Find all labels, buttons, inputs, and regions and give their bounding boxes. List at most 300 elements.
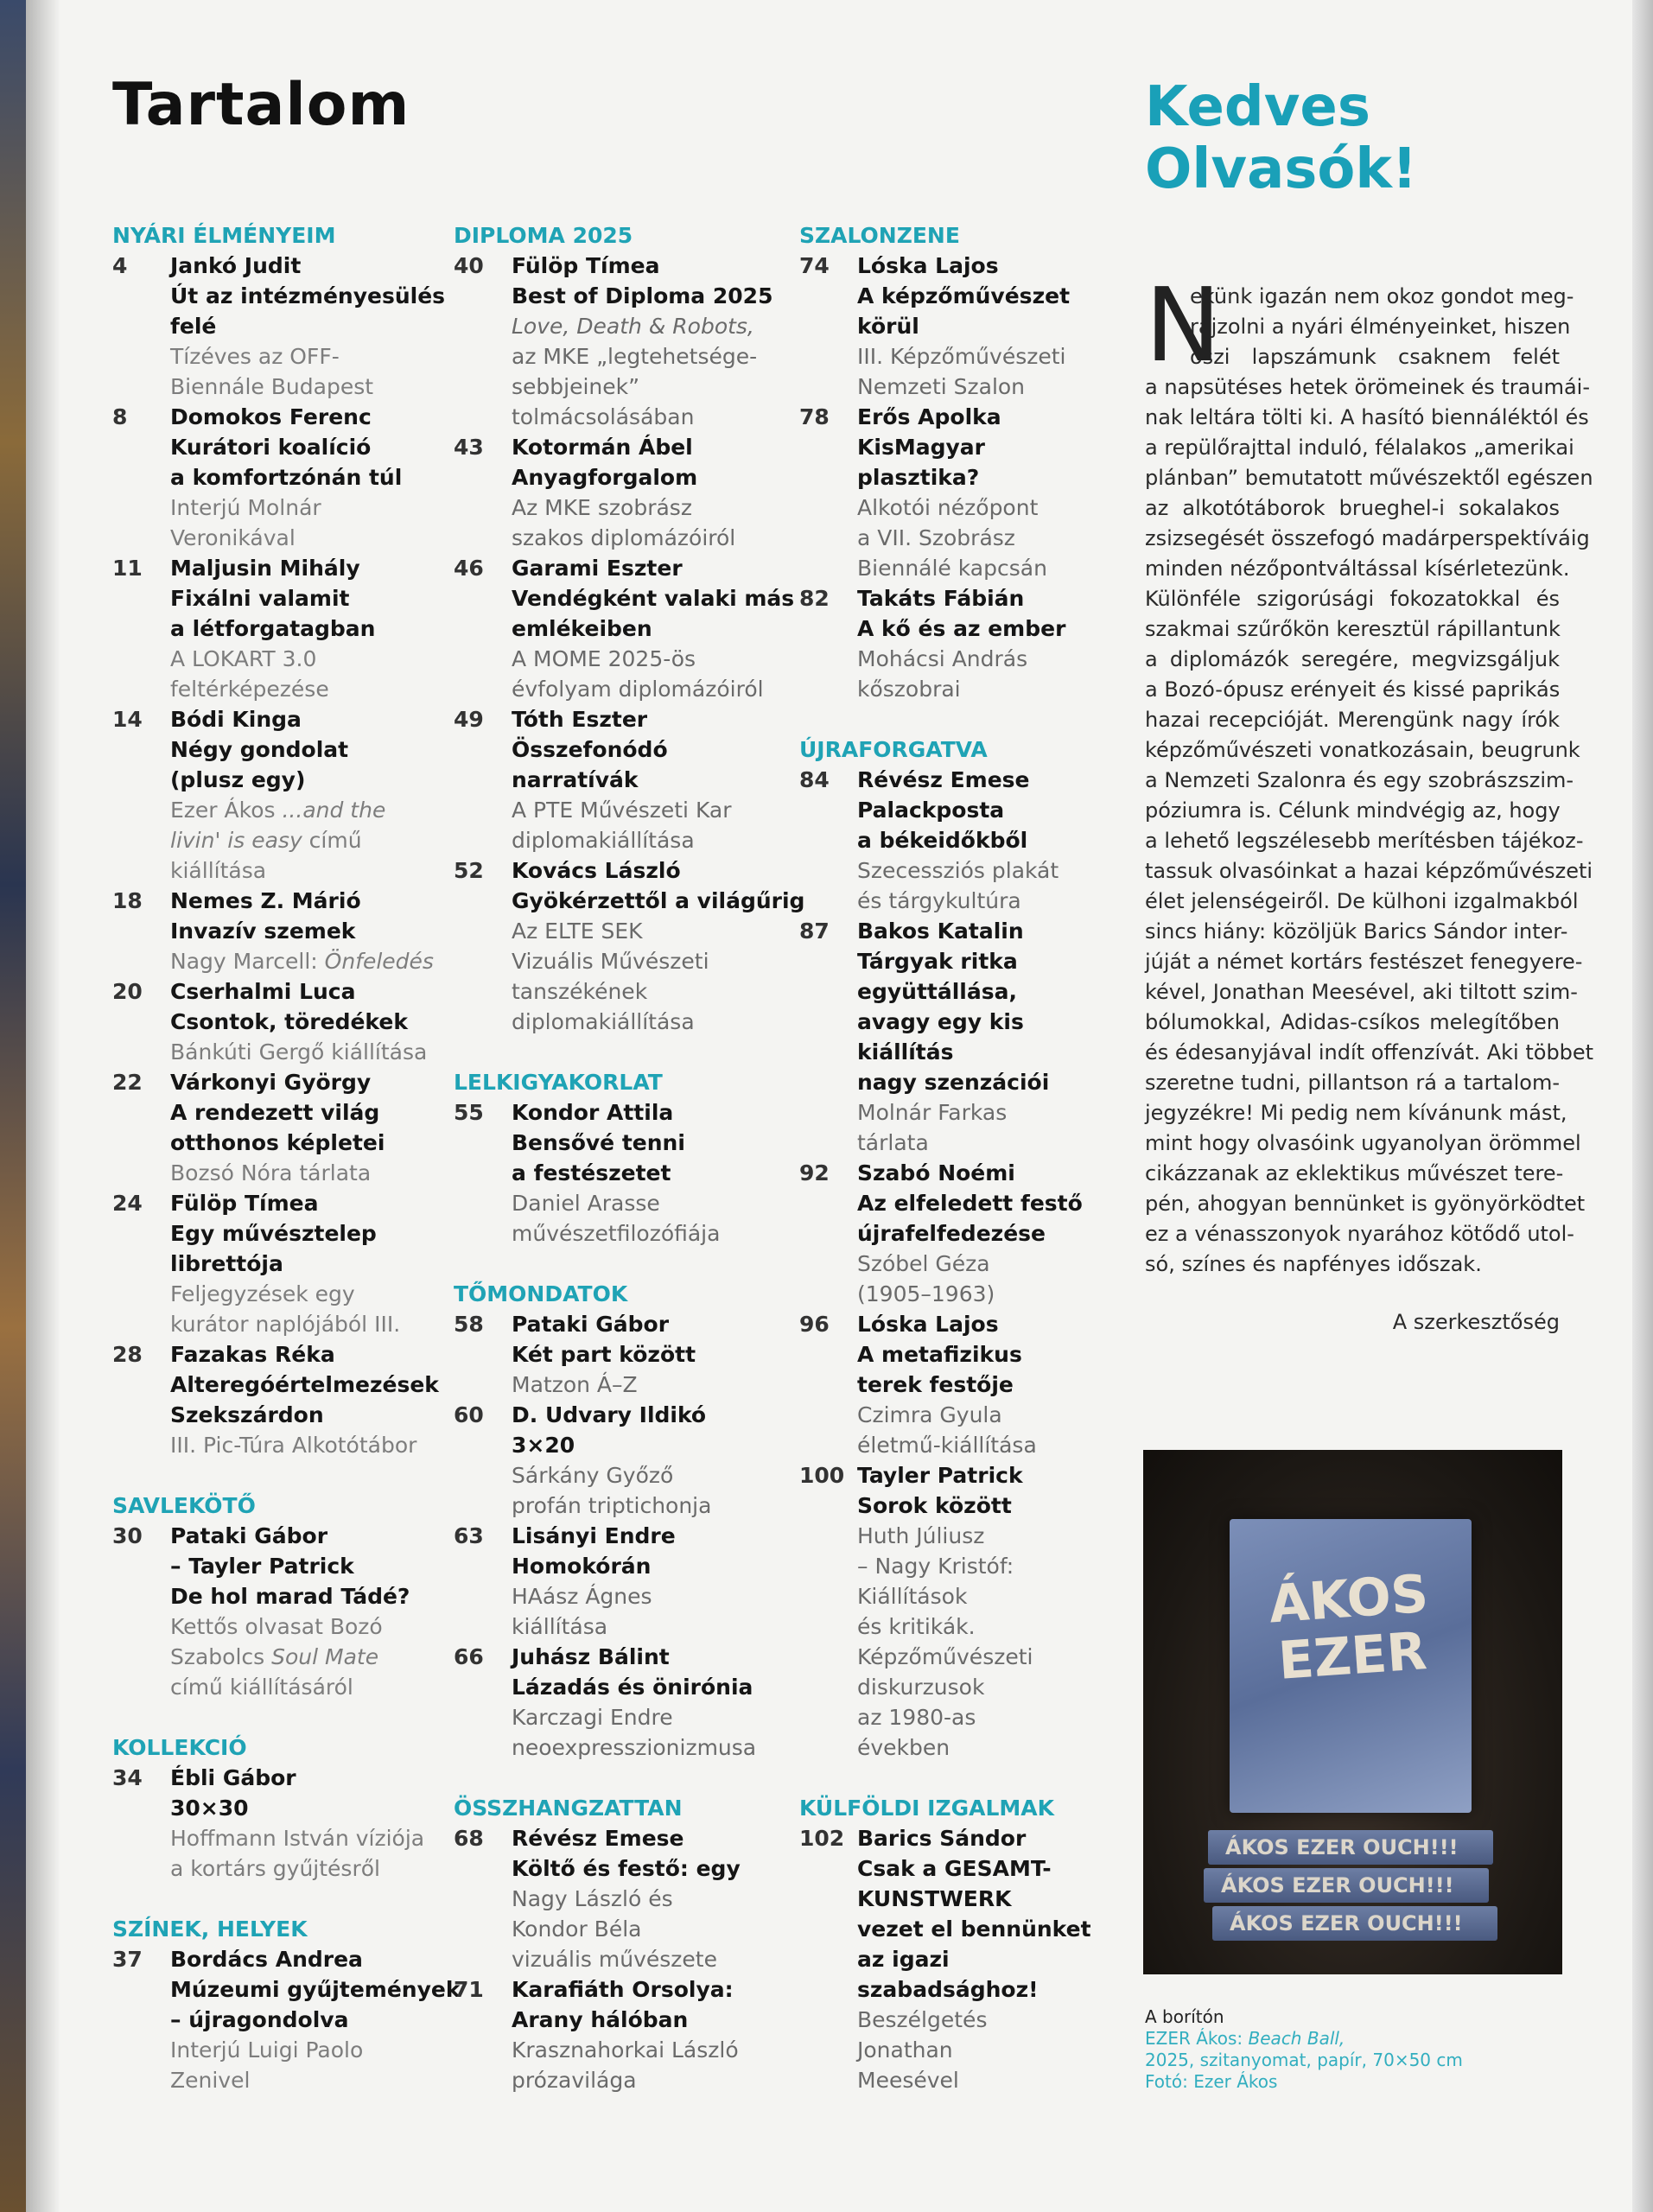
entry-subtitle-line: Szóbel Géza — [857, 1251, 990, 1276]
entry-title-line: Jankó Judit — [170, 253, 302, 278]
entry-subtitle-line: életmű-kiállítása — [857, 1433, 1037, 1458]
entry-title-line: – újragondolva — [170, 2007, 349, 2032]
toc-entry[interactable] — [454, 251, 782, 432]
entry-title-line: Alteregóértelmezések — [170, 1372, 439, 1397]
cover-art-lettering: ÁKOS EZER — [1267, 1563, 1431, 1692]
entry-title-line: D. Udvary Ildikó — [512, 1402, 707, 1427]
entry-title-line: szabadsághoz! — [857, 1977, 1039, 2002]
entry-title-line: Bakos Katalin — [857, 918, 1024, 944]
entry-subtitle-line: Kettős olvasat Bozó — [170, 1614, 383, 1639]
entry-subtitle-line: Interjú Luigi Paolo — [170, 2037, 364, 2063]
toc-entry[interactable] — [112, 1763, 458, 1884]
entry-title-line: Szabó Noémi — [857, 1160, 1015, 1185]
entry-title-line: narratívák — [512, 767, 639, 792]
entry-title-line: Csak a GESAMT- — [857, 1856, 1052, 1881]
editorial-line: tassuk olvasóinkat a hazai képzőművészeti — [1145, 859, 1593, 883]
entry-title-line: Ébli Gábor — [170, 1765, 296, 1790]
toc-entry[interactable] — [112, 251, 458, 402]
entry-subtitle-line: sebbjeinek” — [512, 374, 640, 399]
entry-title-line: Erős Apolka — [857, 404, 1001, 429]
entry-title-line: kiállítás — [857, 1039, 954, 1065]
entry-title-line: Kotormán Ábel — [512, 435, 693, 460]
page-number: 20 — [112, 979, 143, 1004]
entry-title-line: Kovács László — [512, 858, 681, 883]
entry-subtitle-line: Biennále Budapest — [170, 374, 374, 399]
page-number: 87 — [799, 918, 830, 944]
entry-title-line: Maljusin Mihály — [170, 556, 360, 581]
caption-artwork — [1145, 2028, 1463, 2050]
entry-title-line: Pataki Gábor — [170, 1523, 328, 1548]
entry-title-line: Vendégként valaki más — [512, 586, 795, 611]
entry-subtitle-line: Hoffmann István víziója — [170, 1826, 425, 1851]
editorial-line: őszi lapszámunk csaknem felét — [1190, 345, 1560, 369]
entry-subtitle-line: a VII. Szobrász — [857, 525, 1015, 550]
entry-subtitle-line: diplomakiállítása — [512, 1009, 695, 1034]
entry-subtitle-line: az MKE „legtehetsége- — [512, 344, 758, 369]
entry-subtitle-line: tárlata — [857, 1130, 929, 1155]
entry-title-line: Bordács Andrea — [170, 1947, 363, 1972]
editorial-line: plánban” bemutatott művészektől egészen — [1145, 466, 1593, 490]
entry-subtitle-line: Szecessziós plakát — [857, 858, 1059, 883]
entry-subtitle-line: Czimra Gyula — [857, 1402, 1002, 1427]
toc-entry[interactable] — [799, 765, 1110, 916]
page-number: 14 — [112, 707, 143, 732]
toc-entry[interactable] — [799, 1460, 1110, 1763]
entry-title-line: körül — [857, 314, 919, 339]
entry-title-line: Négy gondolat — [170, 737, 349, 762]
entry-subtitle-line: tolmácsolásában — [512, 404, 695, 429]
entry-subtitle-line: Alkotói nézőpont — [857, 495, 1039, 520]
entry-title-line: emlékeiben — [512, 616, 652, 641]
entry-subtitle-line: A MOME 2025-ös — [512, 646, 696, 671]
entry-title-line: Lisányi Endre — [512, 1523, 676, 1548]
entry-subtitle-line: Nemzeti Szalon — [857, 374, 1026, 399]
entry-subtitle-line: kőszobrai — [857, 677, 961, 702]
entry-title-line: Fazakas Réka — [170, 1342, 335, 1367]
editorial-line: a diplomázók seregére, megvizsgáljuk — [1145, 647, 1560, 671]
editorial-line: a repülőrajttal induló, félalakos „amerikai — [1145, 435, 1574, 460]
page-number: 68 — [454, 1826, 484, 1851]
italic-title: ...and the — [282, 798, 386, 823]
italic-title: livin' is easy — [170, 828, 302, 853]
editorial-line: cikázzanak az eklektikus művészet tere- — [1145, 1161, 1564, 1185]
toc-entry[interactable] — [454, 432, 782, 553]
entry-title-line: a festészetet — [512, 1160, 671, 1185]
entry-subtitle-line: a kortárs gyűjtésről — [170, 1856, 380, 1881]
caption-work-title: Beach Ball, — [1248, 2028, 1345, 2049]
entry-subtitle-line: kiállítása — [512, 1614, 608, 1639]
section-heading: LELKIGYAKORLAT — [454, 1070, 663, 1095]
entry-subtitle-line: Molnár Farkas — [857, 1100, 1008, 1125]
page-number: 11 — [112, 556, 143, 581]
entry-title-line: Anyagforgalom — [512, 465, 698, 490]
entry-subtitle-line: Huth Júliusz — [857, 1523, 985, 1548]
editorial-line: képzőművészeti vonatkozásain, beugrunk — [1145, 738, 1580, 762]
toc-entry[interactable] — [112, 1339, 458, 1460]
entry-title-line: 3×20 — [512, 1433, 575, 1458]
editorial-title-line: Olvasók! — [1145, 137, 1418, 201]
entry-subtitle-line: kiállítása — [170, 858, 267, 883]
page-number: 78 — [799, 404, 830, 429]
editorial-line: szeretne tudni, pillantson rá a tartalom- — [1145, 1071, 1560, 1095]
entry-subtitle-line: Beszélgetés — [857, 2007, 988, 2032]
entry-title-line: felé — [170, 314, 217, 339]
entry-title-line: Invazív szemek — [170, 918, 356, 944]
editorial-line: nak leltára tölti ki. A hasító biennáléktól és — [1145, 405, 1589, 429]
entry-title-line: otthonos képletei — [170, 1130, 385, 1155]
entry-title-line: Szekszárdon — [170, 1402, 324, 1427]
entry-subtitle-line: Krasznahorkai László — [512, 2037, 739, 2063]
editorial-line: szakmai szűrőkön keresztül rápillantunk — [1145, 617, 1561, 641]
editorial-line: ekünk igazán nem okoz gondot meg- — [1190, 284, 1574, 308]
entry-title-line: – Tayler Patrick — [170, 1554, 354, 1579]
section-heading: ÚJRAFORGATVA — [799, 737, 988, 762]
editorial-line: só, színes és napfényes időszak. — [1145, 1252, 1482, 1276]
caption-photo-credit: Fotó: Ezer Ákos — [1145, 2071, 1278, 2092]
book-spine: ÁKOS EZER OUCH!!! — [1212, 1906, 1497, 1941]
page-number: 37 — [112, 1947, 143, 1972]
entry-title-line: Barics Sándor — [857, 1826, 1027, 1851]
entry-title-line: Juhász Bálint — [512, 1644, 670, 1669]
entry-subtitle-line: Interjú Molnár — [170, 495, 321, 520]
entry-title-line: Révész Emese — [512, 1826, 684, 1851]
editorial-body — [1145, 265, 1594, 1280]
entry-title-line: Cserhalmi Luca — [170, 979, 356, 1004]
section-heading: SZALONZENE — [799, 223, 960, 248]
toc-entry[interactable] — [454, 1521, 782, 1642]
entry-subtitle-line: és tárgykultúra — [857, 888, 1021, 913]
entry-title-line: De hol marad Tádé? — [170, 1584, 410, 1609]
italic-title: Soul Mate — [271, 1644, 379, 1669]
page-number: 74 — [799, 253, 830, 278]
editorial-line: Különféle szigorúsági fokozatokkal és — [1145, 587, 1560, 611]
toc-column-3 — [799, 220, 1110, 2095]
toc-entry[interactable] — [454, 704, 782, 855]
entry-title-line: Sorok között — [857, 1493, 1012, 1518]
text-segment: Szabolcs — [170, 1644, 272, 1669]
page-number: 22 — [112, 1070, 143, 1095]
entry-subtitle-line: neoexpresszionizmusa — [512, 1735, 757, 1760]
entry-subtitle-line: A PTE Művészeti Kar — [512, 798, 732, 823]
entry-subtitle-line: Kondor Béla — [512, 1916, 642, 1942]
cover-image — [1143, 1450, 1562, 1974]
page-number: 8 — [112, 404, 128, 429]
entry-subtitle-line: prózavilága — [512, 2068, 637, 2093]
entry-title-line: nagy szenzációi — [857, 1070, 1050, 1095]
entry-title-line: a létforgatagban — [170, 616, 376, 641]
toc-entry[interactable] — [454, 1974, 782, 2095]
toc-entry[interactable] — [799, 402, 1110, 583]
toc-entry[interactable] — [454, 855, 805, 1037]
drop-cap: N — [1145, 265, 1222, 385]
toc-entry[interactable] — [454, 1400, 782, 1521]
toc-entry[interactable] — [112, 1067, 458, 1188]
section-heading: SZÍNEK, HELYEK — [112, 1916, 308, 1942]
entry-subtitle-line: – Nagy Kristóf: — [857, 1554, 1014, 1579]
editorial-title — [1145, 76, 1417, 200]
entry-subtitle-line: Mohácsi András — [857, 646, 1028, 671]
page-number: 92 — [799, 1160, 830, 1185]
entry-subtitle-line: Sárkány Győző — [512, 1463, 674, 1488]
page-binding-edge — [0, 0, 26, 2212]
entry-title-line: Nemes Z. Márió — [170, 888, 361, 913]
toc-entry[interactable] — [799, 916, 1110, 1158]
toc-entry[interactable] — [112, 402, 458, 553]
entry-subtitle-line: évfolyam diplomázóiról — [512, 677, 764, 702]
editorial-line: mint hogy olvasóink ugyanolyan örömmel — [1145, 1131, 1581, 1155]
entry-title-line: Fülöp Tímea — [170, 1191, 319, 1216]
entry-subtitle-line: Meesével — [857, 2068, 959, 2093]
entry-subtitle-line — [170, 946, 458, 976]
entry-subtitle-line: Bánkúti Gergő kiállítása — [170, 1039, 428, 1065]
italic-title: Önfeledés — [324, 949, 434, 974]
entry-subtitle-line: Veronikával — [170, 525, 296, 550]
editorial-title-line: Kedves — [1145, 75, 1370, 139]
page-number: 30 — [112, 1523, 143, 1548]
entry-title-line: vezet el bennünket — [857, 1916, 1091, 1942]
toc-entry[interactable] — [799, 583, 1110, 704]
entry-subtitle-line: Matzon Á–Z — [512, 1372, 638, 1397]
entry-subtitle-line: diplomakiállítása — [512, 828, 695, 853]
entry-title-line: Karafiáth Orsolya: — [512, 1977, 734, 2002]
toc-entry[interactable] — [799, 1158, 1110, 1309]
editorial-line: kével, Jonathan Meesével, aki tiltott szim- — [1145, 980, 1578, 1004]
entry-title-line: Lóska Lajos — [857, 1312, 999, 1337]
editorial-line: jegyzékre! Mi pedig nem kívánunk mást, — [1145, 1101, 1567, 1125]
toc-entry[interactable] — [112, 553, 458, 704]
entry-subtitle-line: (1905–1963) — [857, 1281, 995, 1306]
entry-title-line: Tóth Eszter — [512, 707, 648, 732]
entry-subtitle-line: profán triptichonja — [512, 1493, 712, 1518]
page-number: 55 — [454, 1100, 484, 1125]
editorial-line: a lehető legszélesebb merítésben tájékoz- — [1145, 829, 1584, 853]
entry-title-line: Kondor Attila — [512, 1100, 674, 1125]
entry-title-line: Csontok, töredékek — [170, 1009, 408, 1034]
entry-title-line: Tárgyak ritka — [857, 949, 1018, 974]
text-segment: című — [302, 828, 362, 853]
entry-title-line: Takáts Fábián — [857, 586, 1025, 611]
entry-title-line: Fülöp Tímea — [512, 253, 660, 278]
toc-entry[interactable] — [454, 1309, 782, 1400]
entry-title-line: A képzőművészet — [857, 283, 1071, 308]
toc-entry[interactable] — [112, 886, 458, 976]
entry-title-line: együttállása, — [857, 979, 1017, 1004]
entry-title-line: Révész Emese — [857, 767, 1030, 792]
section-heading: SAVLEKÖTŐ — [112, 1493, 256, 1518]
editorial-line: zsizsegését összefogó madárperspektíváig — [1145, 526, 1590, 550]
page-number: 40 — [454, 253, 484, 278]
entry-title-line: Palackposta — [857, 798, 1005, 823]
entry-subtitle-line: Az ELTE SEK — [512, 918, 643, 944]
editorial-line: a napsütéses hetek örömeinek és traumái- — [1145, 375, 1590, 399]
toc-entry[interactable] — [112, 1188, 458, 1339]
page-number: 24 — [112, 1191, 143, 1216]
entry-title-line: Pataki Gábor — [512, 1312, 670, 1337]
italic-title: Love, Death & Robots, — [512, 314, 754, 339]
entry-title-line: újrafelfedezése — [857, 1221, 1046, 1246]
toc-entry[interactable] — [454, 553, 795, 704]
toc-entry[interactable] — [112, 1521, 458, 1702]
entry-title-line: Múzeumi gyűjtemények — [170, 1977, 461, 2002]
entry-title-line: Összefonódó — [512, 737, 668, 762]
page-number: 84 — [799, 767, 830, 792]
entry-title-line: Bódi Kinga — [170, 707, 302, 732]
entry-subtitle-line: Jonathan — [857, 2037, 953, 2063]
toc-entry[interactable] — [112, 976, 458, 1067]
page-number: 71 — [454, 1977, 484, 2002]
entry-subtitle-line: Karczagi Endre — [512, 1705, 673, 1730]
section-heading: KOLLEKCIÓ — [112, 1735, 247, 1760]
editorial-line: rajzolni a nyári élményeinket, hiszen — [1190, 315, 1571, 339]
entry-title-line: Homokórán — [512, 1554, 652, 1579]
toc-entry[interactable] — [454, 1823, 782, 1974]
editorial-line: hazai recepcióját. Merengünk nagy írók — [1145, 708, 1560, 732]
entry-title-line: A kő és az ember — [857, 616, 1066, 641]
entry-title-line: Arany hálóban — [512, 2007, 689, 2032]
toc-entry[interactable] — [454, 1097, 782, 1249]
entry-title-line: Várkonyi György — [170, 1070, 372, 1095]
page-number: 66 — [454, 1644, 484, 1669]
text-segment: Ezer Ákos — [170, 798, 283, 823]
page-number: 43 — [454, 435, 484, 460]
entry-title-line: plasztika? — [857, 465, 980, 490]
page-number: 82 — [799, 586, 830, 611]
entry-title-line: Költő és festő: egy — [512, 1856, 741, 1881]
editorial-line: sincs hiány: közöljük Barics Sándor inter- — [1145, 919, 1568, 944]
toc-column-2 — [454, 220, 805, 2095]
entry-subtitle-line: Vizuális Művészeti — [512, 949, 709, 974]
entry-title-line: librettója — [170, 1251, 283, 1276]
entry-title-line: terek festője — [857, 1372, 1014, 1397]
entry-title-line: A metafizikus — [857, 1342, 1022, 1367]
entry-title-line: KisMagyar — [857, 435, 985, 460]
entry-subtitle-line: tanszékének — [512, 979, 648, 1004]
page-number: 46 — [454, 556, 484, 581]
cover-book — [1230, 1519, 1472, 1813]
entry-subtitle-line: az 1980-as — [857, 1705, 976, 1730]
caption-artist: EZER Ákos: — [1145, 2028, 1249, 2049]
entry-subtitle-line: A LOKART 3.0 — [170, 646, 317, 671]
entry-title-line: Gyökérzettől a világűrig — [512, 888, 805, 913]
section-heading: DIPLOMA 2025 — [454, 223, 633, 248]
entry-title-line: Út az intézményesülés — [170, 283, 446, 308]
editorial-signature: A szerkesztőség — [1392, 1310, 1560, 1334]
page-title: Tartalom — [112, 71, 410, 139]
entry-title-line: Kurátori koalíció — [170, 435, 372, 460]
editorial-line: júját a német kortárs festészet fenegyere- — [1145, 950, 1583, 974]
entry-subtitle-line: Feljegyzések egy — [170, 1281, 355, 1306]
editorial-line: élet jelenségeiről. De külhoni izgalmakból — [1145, 889, 1579, 913]
toc-entry[interactable] — [454, 1642, 782, 1763]
section-heading: NYÁRI ÉLMÉNYEIM — [112, 223, 336, 248]
section-heading: ÖSSZHANGZATTAN — [454, 1796, 683, 1821]
caption-details: 2025, szitanyomat, papír, 70×50 cm — [1145, 2050, 1463, 2070]
entry-title-line: Fixálni valamit — [170, 586, 350, 611]
editorial-line: minden nézőpontváltással kísérletezünk. — [1145, 556, 1570, 581]
entry-subtitle-line: és kritikák. — [857, 1614, 976, 1639]
section-heading: KÜLFÖLDI IZGALMAK — [799, 1796, 1055, 1821]
entry-subtitle-line: III. Pic-Túra Alkotótábor — [170, 1433, 417, 1458]
entry-title-line: KUNSTWERK — [857, 1886, 1012, 1911]
entry-subtitle-line: kurátor naplójából III. — [170, 1312, 401, 1337]
page-number: 49 — [454, 707, 484, 732]
entry-subtitle-line: Daniel Arasse — [512, 1191, 660, 1216]
page-number: 63 — [454, 1523, 484, 1548]
entry-title-line: Bensővé tenni — [512, 1130, 685, 1155]
entry-title-line: Lázadás és önirónia — [512, 1675, 753, 1700]
editorial-line: bólumokkal, Adidas-csíkos melegítőben — [1145, 1010, 1560, 1034]
entry-subtitle-line — [170, 825, 458, 855]
entry-subtitle-line — [512, 311, 782, 341]
entry-title-line: Két part között — [512, 1342, 696, 1367]
page-number: 96 — [799, 1312, 830, 1337]
entry-subtitle-line: III. Képzőművészeti — [857, 344, 1066, 369]
entry-title-line: Lóska Lajos — [857, 253, 999, 278]
entry-title-line: A rendezett világ — [170, 1100, 380, 1125]
page-number: 52 — [454, 858, 484, 883]
entry-subtitle-line: Képzőművészeti — [857, 1644, 1033, 1669]
entry-subtitle-line: diskurzusok — [857, 1675, 985, 1700]
entry-subtitle-line: Biennálé kapcsán — [857, 556, 1047, 581]
entry-title-line: a komfortzónán túl — [170, 465, 403, 490]
caption-heading: A borítón — [1145, 2006, 1224, 2027]
text-segment: Nagy Marcell: — [170, 949, 325, 974]
editorial-line: a Bozó-ópusz erényeit és kissé paprikás — [1145, 677, 1561, 702]
toc-entry[interactable] — [799, 1309, 1110, 1460]
entry-title-line: avagy egy kis — [857, 1009, 1024, 1034]
entry-title-line: Tayler Patrick — [857, 1463, 1023, 1488]
page-number: 58 — [454, 1312, 484, 1337]
entry-subtitle-line: Nagy László és — [512, 1886, 673, 1911]
page-number: 60 — [454, 1402, 484, 1427]
entry-subtitle-line: Bozsó Nóra tárlata — [170, 1160, 372, 1185]
entry-subtitle-line: Az MKE szobrász — [512, 495, 692, 520]
page-number: 100 — [799, 1463, 845, 1488]
entry-title-line: Az elfeledett festő — [857, 1191, 1083, 1216]
entry-subtitle-line — [170, 1642, 458, 1672]
page-gutter-shadow — [1632, 0, 1653, 2212]
entry-subtitle-line: HAász Ágnes — [512, 1584, 652, 1609]
toc-column-1 — [112, 220, 461, 2095]
page-number: 4 — [112, 253, 128, 278]
toc-entry[interactable] — [112, 1944, 461, 2095]
entry-subtitle-line: feltérképezése — [170, 677, 329, 702]
page-number: 34 — [112, 1765, 143, 1790]
section-heading: TŐMONDATOK — [454, 1281, 628, 1306]
entry-title-line: a békeidőkből — [857, 828, 1028, 853]
entry-subtitle-line — [170, 795, 458, 825]
entry-title-line: Egy művésztelep — [170, 1221, 377, 1246]
toc-entry[interactable] — [799, 1823, 1110, 2095]
editorial-line: az alkotótáborok brueghel-i sokalakos — [1145, 496, 1560, 520]
editorial-line: és édesanyjával indít offenzívát. Aki többet — [1145, 1040, 1594, 1065]
editorial-line: póziumra is. Célunk mindvégig az, hogy — [1145, 798, 1561, 823]
entry-subtitle-line: szakos diplomázóiról — [512, 525, 736, 550]
entry-title-line: 30×30 — [170, 1796, 249, 1821]
toc-entry[interactable] — [799, 251, 1110, 402]
entry-subtitle-line: vizuális művészete — [512, 1947, 717, 1972]
editorial-line: pén, ahogyan bennünket is gyönyörködtet — [1145, 1192, 1586, 1216]
page-number: 102 — [799, 1826, 845, 1851]
entry-subtitle-line: című kiállításáról — [170, 1675, 353, 1700]
page-number: 18 — [112, 888, 143, 913]
entry-subtitle-line: Kiállítások — [857, 1584, 968, 1609]
book-spine: ÁKOS EZER OUCH!!! — [1204, 1868, 1489, 1903]
entry-title-line: az igazi — [857, 1947, 950, 1972]
entry-title-line: Garami Eszter — [512, 556, 683, 581]
entry-title-line: Best of Diploma 2025 — [512, 283, 773, 308]
toc-entry[interactable] — [112, 704, 458, 886]
